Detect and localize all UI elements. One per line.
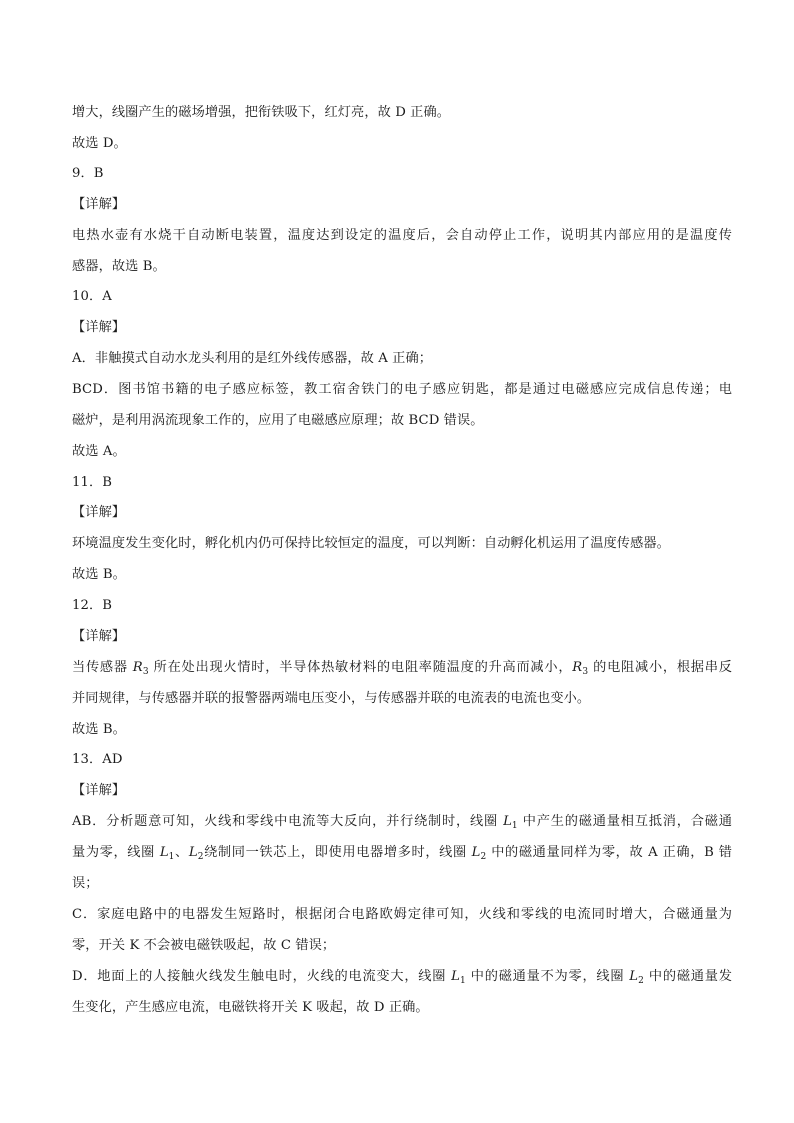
text-line-16: 故选 B。 bbox=[72, 567, 126, 582]
answer-12: 12．B bbox=[72, 598, 113, 613]
variable-l: L bbox=[629, 969, 639, 984]
text-span: 中产生的磁通量相互抵消，合磁通 bbox=[517, 814, 733, 829]
q13-line-4: C．家庭电路中的电器发生短路时，根据闭合电路欧姆定律可知，火线和零线的电流同时增大，合磁通量为 bbox=[72, 907, 732, 922]
variable-l: L bbox=[471, 845, 481, 860]
subscript: 2 bbox=[197, 852, 204, 862]
text-span: 所在处出现火情时，半导体热敏材料的电阻率随温度的升高而减小， bbox=[148, 660, 573, 675]
text-span: 绕制同一铁芯上，即使用电器增多时，线圈 bbox=[203, 845, 472, 860]
answer-10: 10．A bbox=[72, 289, 112, 304]
text-span: AB．分析题意可知，火线和零线中电流等大反向，并行绕制时，线圈 bbox=[72, 814, 504, 829]
q12-line-3: 故选 B。 bbox=[72, 722, 126, 737]
text-span: 、 bbox=[174, 845, 189, 860]
subscript: 3 bbox=[142, 667, 149, 677]
q13-line-3: 误； bbox=[72, 876, 99, 891]
answer-11: 11．B bbox=[72, 475, 113, 490]
variable-l: L bbox=[188, 845, 198, 860]
answer-13: 13．AD bbox=[72, 752, 123, 767]
variable-r: R bbox=[132, 660, 143, 675]
q13-line-1 bbox=[72, 813, 732, 831]
variable-r: R bbox=[572, 660, 583, 675]
q13-line-7: 生变化，产生感应电流，电磁铁将开关 K 吸起，故 D 正确。 bbox=[72, 1000, 429, 1015]
subscript: 2 bbox=[480, 852, 487, 862]
q13-line-5: 零，开关 K 不会被电磁铁吸起，故 C 错误； bbox=[72, 938, 336, 953]
q13-line-6 bbox=[72, 968, 732, 986]
text-span: 的电阻减小，根据串反 bbox=[588, 660, 733, 675]
subscript: 1 bbox=[511, 821, 518, 831]
q12-line-2: 并同规律，与传感器并联的报警器两端电压变小，与传感器并联的电流表的电流也变小。 bbox=[72, 691, 591, 706]
text-line-5: 电热水壶有水烧干自动断电装置，温度达到设定的温度后，会自动停止工作，说明其内部应用的是温度传 bbox=[72, 228, 732, 243]
q12-line-1 bbox=[72, 659, 732, 677]
detail-heading-9: 【详解】 bbox=[72, 197, 126, 212]
text-span: 中的磁通量发 bbox=[643, 969, 732, 984]
text-line-1: 增大，线圈产生的磁场增强，把衔铁吸下，红灯亮，故 D 正确。 bbox=[72, 105, 451, 120]
subscript: 2 bbox=[638, 976, 644, 986]
variable-l: L bbox=[451, 969, 461, 984]
variable-l: L bbox=[159, 845, 169, 860]
answer-9: 9．B bbox=[72, 166, 104, 181]
text-line-6: 感器，故选 B。 bbox=[72, 259, 166, 274]
text-span: 当传感器 bbox=[72, 660, 133, 675]
text-line-9: A．非触摸式自动水龙头利用的是红外线传感器，故 A 正确； bbox=[72, 351, 433, 366]
subscript: 1 bbox=[460, 976, 466, 986]
text-span: 中的磁通量不为零，线圈 bbox=[465, 969, 630, 984]
text-line-2: 故选 D。 bbox=[72, 136, 127, 151]
text-line-15: 环境温度发生变化时，孵化机内仍可保持比较恒定的温度，可以判断：自动孵化机运用了温度传感器。 bbox=[72, 536, 670, 551]
text-line-11: 磁炉，是利用涡流现象工作的，应用了电磁感应原理；故 BCD 错误。 bbox=[72, 413, 484, 428]
subscript: 1 bbox=[168, 852, 175, 862]
text-span: 量为零，线圈 bbox=[72, 845, 160, 860]
text-span: 中的磁通量同样为零，故 A 正确，B 错 bbox=[486, 845, 732, 860]
detail-heading-13: 【详解】 bbox=[72, 783, 126, 798]
text-line-12: 故选 A。 bbox=[72, 444, 126, 459]
variable-l: L bbox=[503, 814, 512, 829]
detail-heading-12: 【详解】 bbox=[72, 629, 126, 644]
subscript: 3 bbox=[582, 667, 589, 677]
q13-line-2 bbox=[72, 844, 732, 862]
detail-heading-10: 【详解】 bbox=[72, 320, 126, 335]
detail-heading-11: 【详解】 bbox=[72, 505, 126, 520]
text-line-10: BCD．图书馆书籍的电子感应标签，教工宿舍铁门的电子感应钥匙，都是通过电磁感应完成信息传递；电 bbox=[72, 382, 732, 397]
text-span: D．地面上的人接触火线发生触电时，火线的电流变大，线圈 bbox=[72, 969, 452, 984]
